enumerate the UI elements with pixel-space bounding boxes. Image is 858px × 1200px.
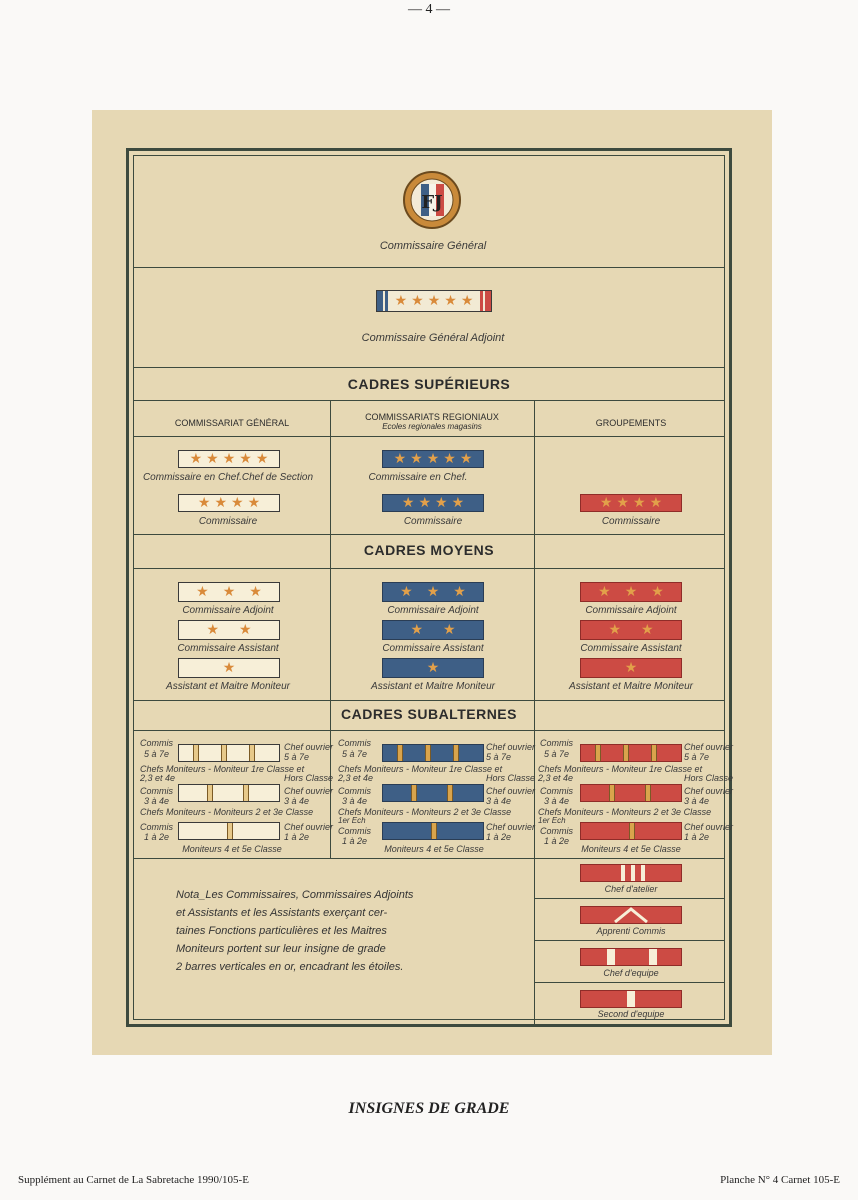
label-chefs-moniteurs-234: 2,3 et 4e — [338, 773, 374, 783]
footer-right: Planche N° 4 Carnet 105-E — [720, 1174, 840, 1186]
insignia-chef-atelier — [580, 864, 682, 882]
page-number: — 4 — — [408, 2, 450, 17]
divider — [534, 940, 724, 941]
label-commis-12: 1 à 2e — [342, 836, 368, 846]
label-chef-equipe: Chef d'equipe — [603, 968, 659, 978]
label-commissaire-reg: Commissaire — [403, 516, 463, 527]
insignia-1-bar-blue — [382, 822, 484, 840]
divider — [134, 730, 724, 731]
label-maitre-moniteur-grp: Assistant et Maitre Moniteur — [569, 681, 693, 692]
plate-inner-frame — [133, 155, 734, 1020]
label-commissaire-grp: Commissaire — [601, 516, 661, 527]
insignia-1-star-blue: ★ — [382, 658, 484, 678]
insignia-4-stars-red: ★ ★ ★ ★ — [580, 494, 682, 512]
insignia-4-stars-blue: ★ ★ ★ ★ — [382, 494, 484, 512]
insignia-plate — [92, 110, 772, 1055]
label-chef-atelier: Chef d'atelier — [604, 884, 658, 894]
label-maitre-moniteur-reg: Assistant et Maitre Moniteur — [371, 681, 495, 692]
label-commis: Commis — [338, 786, 371, 796]
divider — [534, 898, 724, 899]
label-chef-ouvrier: Chef ouvrier — [486, 786, 536, 796]
commissaire-general-adjoint-label: Commissaire Général Adjoint — [361, 332, 505, 344]
label-commis-12: 1 à 2e — [144, 832, 170, 842]
insignia-3-stars-white: ★ ★ ★ — [178, 582, 280, 602]
insignia-3-stars-red: ★ ★ ★ — [580, 582, 682, 602]
star-icon: ★ — [411, 293, 424, 309]
label-commis-57: 5 à 7e — [544, 749, 570, 759]
label-chefs-moniteurs-2: Chefs Moniteurs - Moniteurs 2 et 3e Classe — [338, 807, 512, 817]
col-head-groupements: GROUPEMENTS — [595, 418, 667, 428]
label-1er-ech: 1er Ech — [538, 816, 566, 825]
label-commis: Commis — [540, 826, 573, 836]
label-commis: Commis — [140, 738, 173, 748]
label-chef-ouvrier-57: 5 à 7e — [284, 752, 310, 762]
label-chefs-moniteurs-1: Chefs Moniteurs - Moniteur 1re Classe et — [338, 764, 503, 774]
insignia-3-bars-blue — [382, 744, 484, 762]
label-1er-ech: 1er Ech — [338, 816, 366, 825]
label-chef-ouvrier-57: 5 à 7e — [486, 752, 512, 762]
label-commis: Commis — [338, 826, 371, 836]
label-chef-ouvrier-34: 3 à 4e — [684, 796, 710, 806]
label-chef-ouvrier: Chef ouvrier — [684, 786, 734, 796]
label-moniteurs-45: Moniteurs 4 et 5e Classe — [384, 844, 484, 854]
label-commis: Commis — [338, 738, 371, 748]
label-second-equipe: Second d'equipe — [597, 1009, 665, 1019]
col-head-commissariats-regionaux: COMMISSARIATS REGIONIAUX — [365, 412, 499, 422]
insignia-3-stars-blue: ★ ★ ★ — [382, 582, 484, 602]
divider — [134, 700, 724, 701]
page-title: INSIGNES DE GRADE — [348, 1100, 510, 1117]
label-commis-57: 5 à 7e — [144, 749, 170, 759]
star-icon: ★ — [427, 293, 441, 309]
label-moniteurs-45: Moniteurs 4 et 5e Classe — [182, 844, 282, 854]
plate-frame — [126, 148, 732, 1027]
label-adjoint-grp: Commissaire Adjoint — [585, 605, 677, 616]
star-icon: ★ — [460, 293, 474, 309]
divider — [134, 400, 724, 401]
label-chef-ouvrier-12: 1 à 2e — [486, 832, 512, 842]
footer-left: Supplément au Carnet de La Sabretache 1990/105-E — [18, 1174, 249, 1186]
label-assistant: Commissaire Assistant — [177, 643, 279, 654]
label-commis: Commis — [140, 822, 173, 832]
chevron-icon — [611, 907, 651, 923]
insignia-2-bars-red — [580, 784, 682, 802]
insignia-2-stars-red: ★ ★ — [580, 620, 682, 640]
label-chef-ouvrier: Chef ouvrier — [284, 786, 334, 796]
commissaire-general-label: Commissaire Général — [379, 240, 487, 252]
insignia-chef-equipe — [580, 948, 682, 966]
label-chef-ouvrier: Chef ouvrier — [284, 742, 334, 752]
section-cadres-subalternes: CADRES SUBALTERNES — [341, 706, 517, 722]
commissaire-general-adjoint-insignia — [376, 290, 492, 312]
insignia-1-bar-white — [178, 822, 280, 840]
label-chef-ouvrier-12: 1 à 2e — [284, 832, 310, 842]
label-commissaire: Commissaire — [198, 516, 258, 527]
label-chefs-moniteurs-234: 2,3 et 4e — [538, 773, 574, 783]
label-hors-classe: Hors Classe — [486, 773, 536, 783]
label-adjoint: Commissaire Adjoint — [182, 605, 274, 616]
label-commis: Commis — [140, 786, 173, 796]
insignia-1-star-red: ★ — [580, 658, 682, 678]
insignia-3-bars-white — [178, 744, 280, 762]
label-assistant-reg: Commissaire Assistant — [382, 643, 484, 654]
insignia-3-bars-red — [580, 744, 682, 762]
label-commissaire-en-chef: Commissaire en Chef.Chef de Section — [142, 472, 314, 483]
label-commis-34: 3 à 4e — [342, 796, 368, 806]
section-cadres-superieurs: CADRES SUPÉRIEURS — [347, 376, 511, 392]
label-chef-ouvrier: Chef ouvrier — [486, 822, 536, 832]
insignia-2-stars-white: ★ ★ — [178, 620, 280, 640]
label-chef-ouvrier: Chef ouvrier — [486, 742, 536, 752]
insignia-2-bars-blue — [382, 784, 484, 802]
insignia-5-stars-white: ★ ★ ★ ★ ★ — [178, 450, 280, 468]
label-commis-34: 3 à 4e — [544, 796, 570, 806]
label-hors-classe: Hors Classe — [284, 773, 334, 783]
label-chef-ouvrier: Chef ouvrier — [684, 822, 734, 832]
label-maitre-moniteur: Assistant et Maitre Moniteur — [166, 681, 290, 692]
label-chefs-moniteurs-2: Chefs Moniteurs - Moniteurs 2 et 3e Classe — [140, 807, 314, 817]
section-cadres-moyens: CADRES MOYENS — [363, 542, 495, 558]
divider — [134, 267, 724, 268]
col-subhead-ecoles: Ecoles regionales magasins — [382, 422, 482, 431]
insignia-1-bar-red — [580, 822, 682, 840]
divider — [134, 858, 724, 859]
label-commissaire-en-chef-reg: Commissaire en Chef. — [368, 472, 468, 483]
divider — [134, 367, 724, 368]
insignia-5-stars-blue: ★ ★ ★ ★ ★ — [382, 450, 484, 468]
label-chefs-moniteurs-1: Chefs Moniteurs - Moniteur 1re Classe et — [140, 764, 305, 774]
insignia-2-bars-white — [178, 784, 280, 802]
divider — [134, 534, 724, 535]
label-chefs-moniteurs-234: 2,3 et 4e — [140, 773, 176, 783]
col-head-commissariat-general: COMMISSARIAT GÉNÉRAL — [174, 418, 290, 428]
label-assistant-grp: Commissaire Assistant — [580, 643, 682, 654]
label-chefs-moniteurs-2: Chefs Moniteurs - Moniteurs 2 et 3e Classe — [538, 807, 712, 817]
fj-emblem-icon — [402, 170, 462, 230]
divider — [134, 436, 724, 437]
emblem-letters: FJ — [421, 192, 443, 213]
column-divider — [534, 858, 535, 1025]
label-chef-ouvrier-57: 5 à 7e — [684, 752, 710, 762]
label-hors-classe: Hors Classe — [684, 773, 734, 783]
star-icon: ★ — [394, 293, 408, 309]
divider — [534, 982, 724, 983]
label-commis: Commis — [540, 786, 573, 796]
insignia-2-stars-blue: ★ ★ — [382, 620, 484, 640]
label-commis-57: 5 à 7e — [342, 749, 368, 759]
label-adjoint-reg: Commissaire Adjoint — [387, 605, 479, 616]
nota-text: Nota_Les Commissaires, Commissaires Adjoints et Assistants et les Assistants exerçant cer- taines Fonctions particulières et les Maitres Moniteurs portent sur leur insigne de grade 2 barres verticales en or, encadrant les étoiles. — [176, 889, 414, 973]
label-apprenti-commis: Apprenti Commis — [596, 926, 666, 936]
label-commis: Commis — [540, 738, 573, 748]
label-moniteurs-45: Moniteurs 4 et 5e Classe — [581, 844, 681, 854]
insignia-apprenti-commis — [580, 906, 682, 924]
label-chef-ouvrier: Chef ouvrier — [284, 822, 334, 832]
label-commis-34: 3 à 4e — [144, 796, 170, 806]
label-commis-12: 1 à 2e — [544, 836, 570, 846]
label-chef-ouvrier: Chef ouvrier — [684, 742, 734, 752]
insignia-4-stars-white: ★ ★ ★ ★ — [178, 494, 280, 512]
label-chef-ouvrier-34: 3 à 4e — [486, 796, 512, 806]
label-chef-ouvrier-12: 1 à 2e — [684, 832, 710, 842]
insignia-1-star-white: ★ — [178, 658, 280, 678]
insignia-second-equipe — [580, 990, 682, 1008]
star-icon: ★ — [444, 293, 457, 309]
label-chefs-moniteurs-1: Chefs Moniteurs - Moniteur 1re Classe et — [538, 764, 703, 774]
divider — [134, 568, 724, 569]
label-chef-ouvrier-34: 3 à 4e — [284, 796, 310, 806]
